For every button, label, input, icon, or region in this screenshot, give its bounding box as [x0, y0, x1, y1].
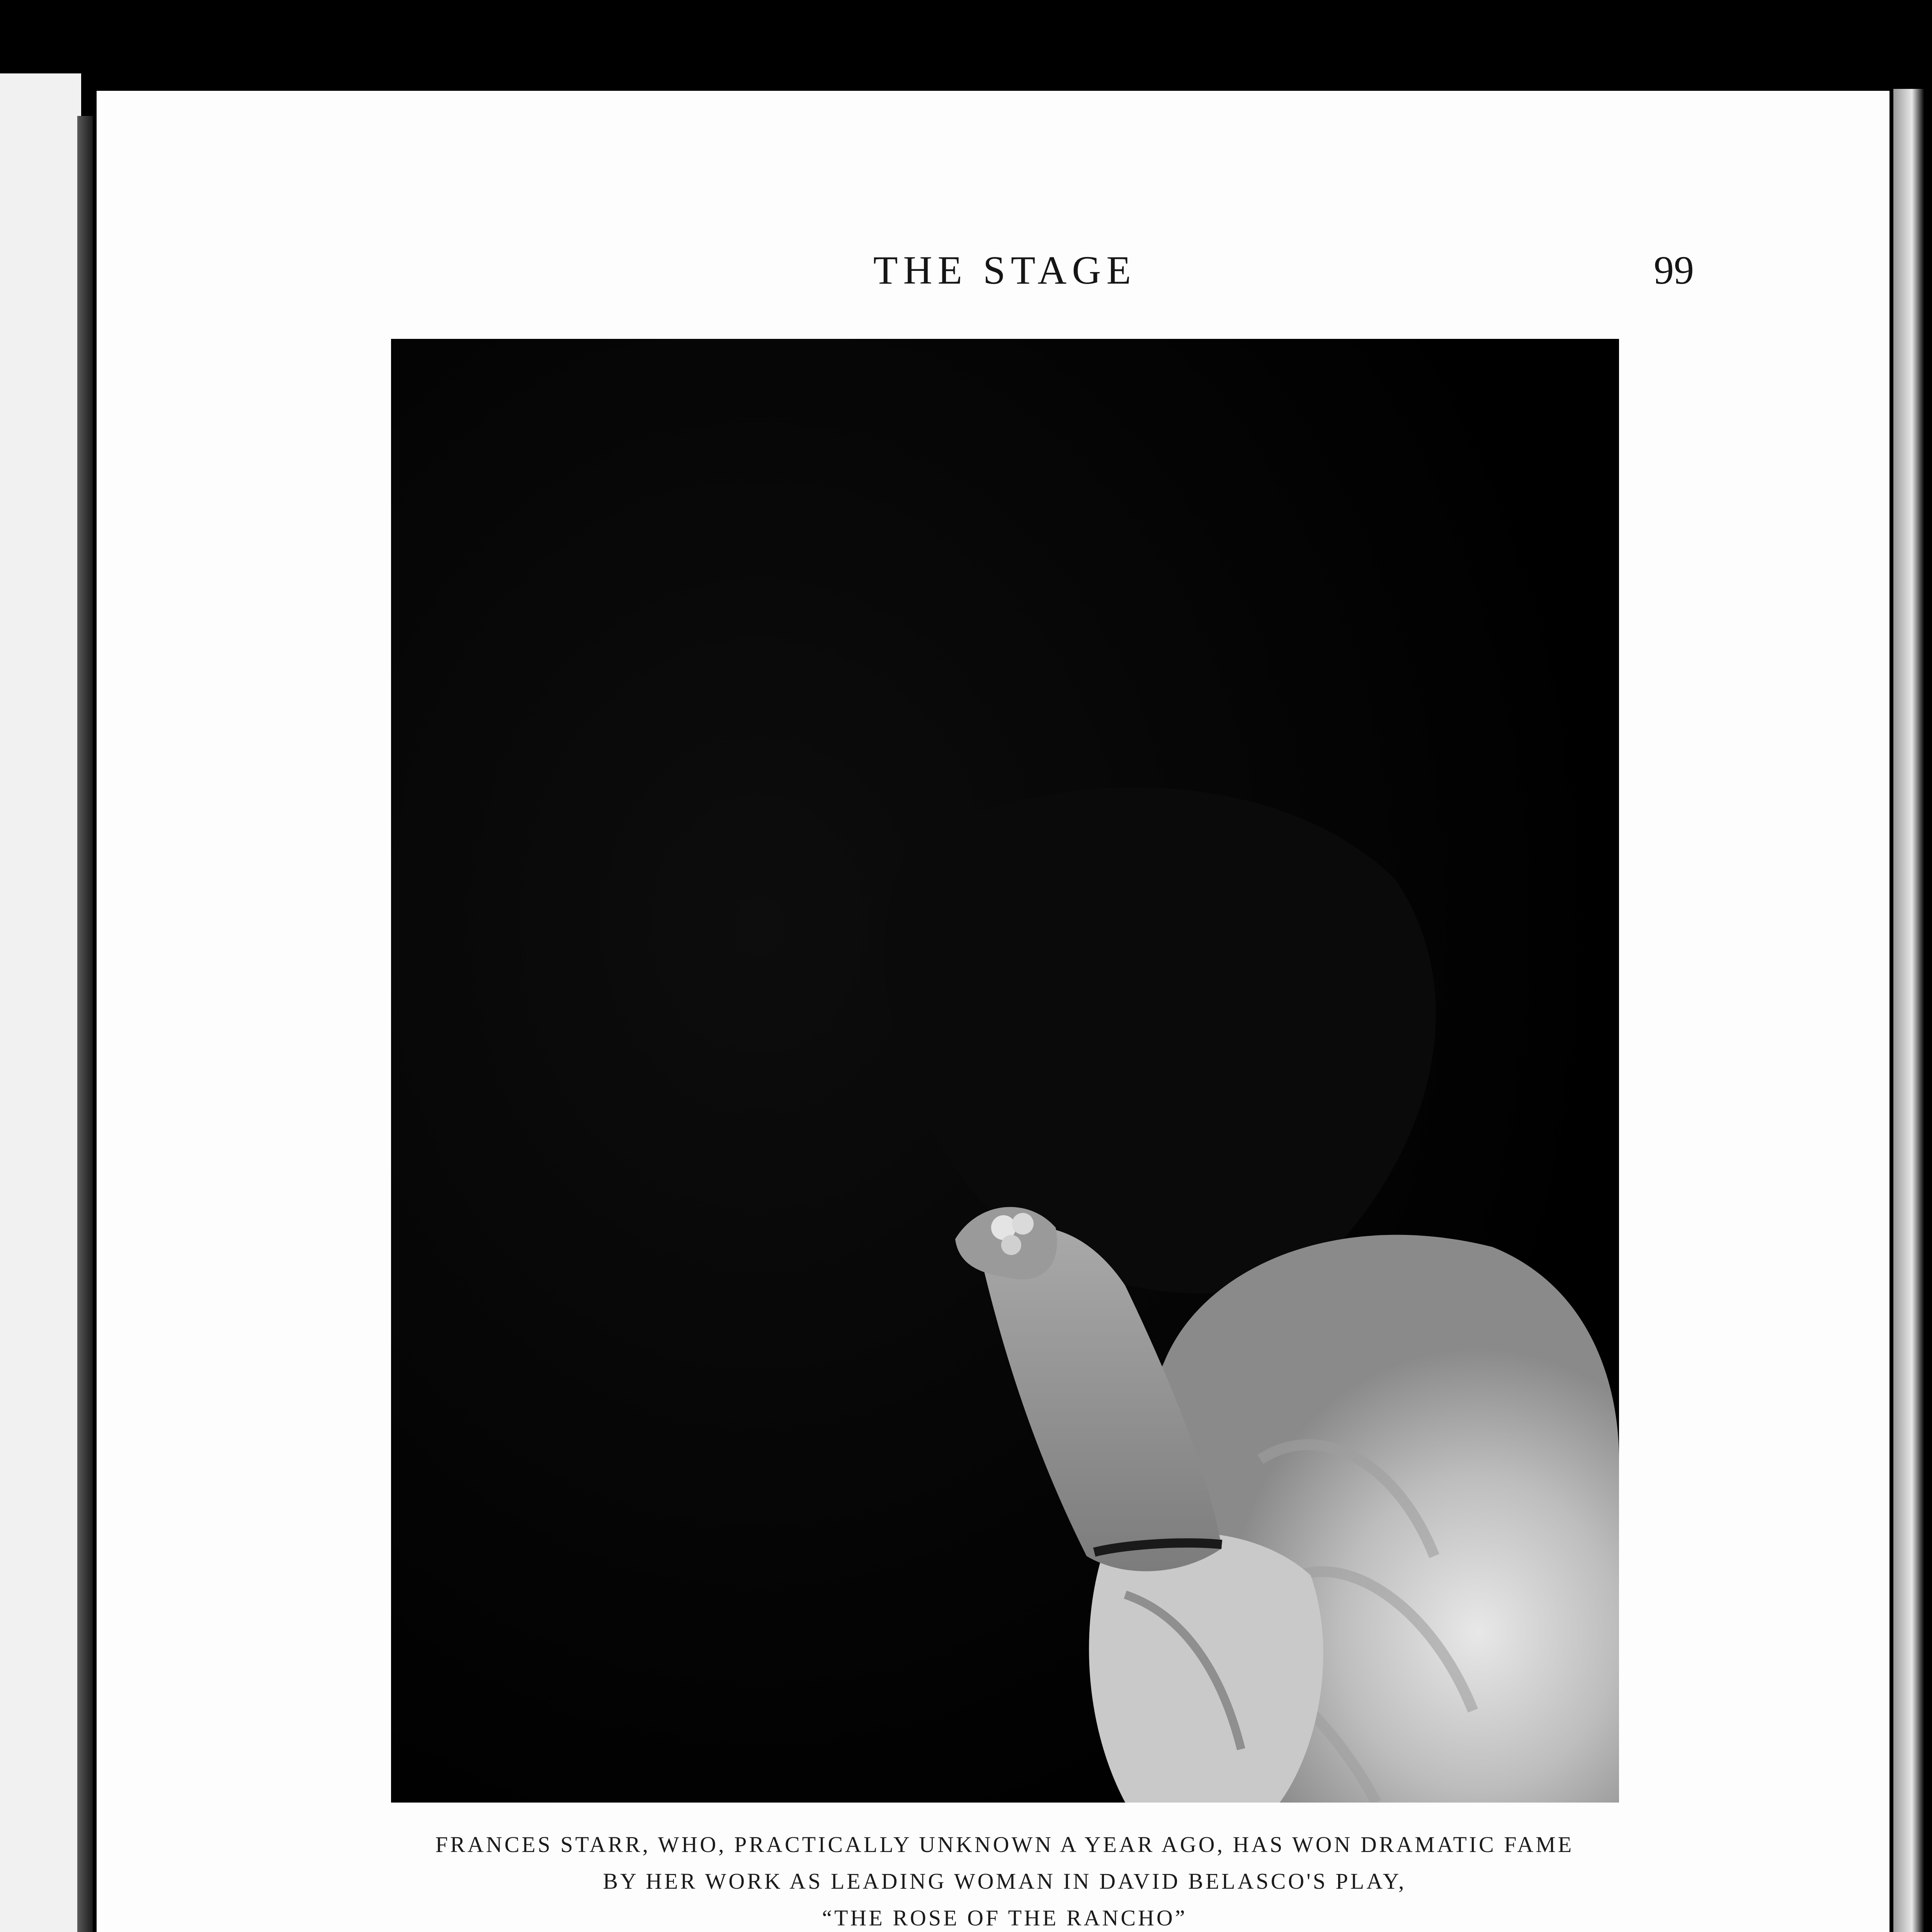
page-number: 99	[1654, 248, 1694, 293]
portrait-photograph	[391, 339, 1619, 1803]
figure-caption-line-2: BY HER WORK AS LEADING WOMAN IN DAVID BELASCO'S PLAY,	[603, 1869, 1406, 1894]
right-scan-edge	[1893, 89, 1924, 1932]
figure-caption-line-3: “THE ROSE OF THE RANCHO”	[822, 1905, 1187, 1930]
figure-caption-line-1: FRANCES STARR, WHO, PRACTICALLY UNKNOWN A YEAR AGO, HAS WON DRAMATIC FAME	[435, 1832, 1574, 1857]
left-adjacent-page	[0, 73, 81, 1932]
running-title: THE STAGE	[873, 248, 1136, 293]
book-spine-shadow	[77, 116, 93, 1932]
portrait-photograph-image	[391, 339, 1619, 1803]
